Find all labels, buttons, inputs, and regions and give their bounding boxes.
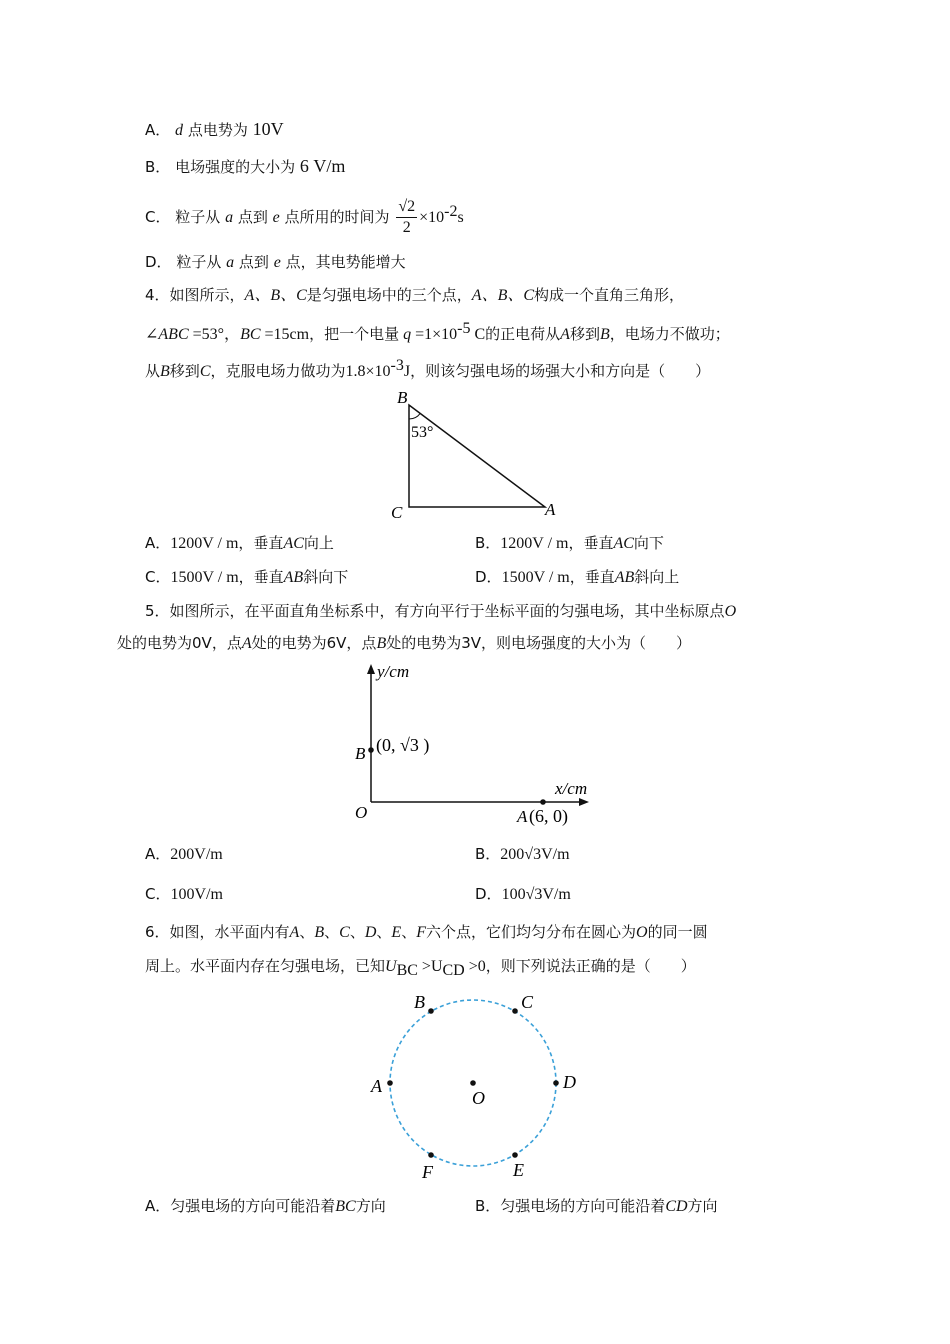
coord-b: (0, √3 ) — [376, 735, 430, 755]
option-label: D． — [475, 568, 502, 586]
text: 、 — [376, 923, 392, 941]
symbol: AB — [614, 569, 635, 586]
symbol: B — [314, 924, 325, 941]
x-axis-label: x/cm — [555, 779, 588, 798]
label-b: B — [414, 992, 425, 1012]
option-text: 粒子从 — [175, 208, 221, 226]
text: 6．如图，水平面内有 — [145, 923, 290, 941]
triangle-figure — [385, 385, 565, 525]
option-text: 电场强度的大小为 — [175, 158, 296, 176]
q4-stem-line-3 — [145, 355, 710, 383]
label-a: A — [517, 807, 528, 826]
option-label: B． — [145, 158, 171, 176]
value: 10V — [252, 119, 284, 139]
option-text: 粒子从 — [176, 253, 222, 271]
label-f: F — [422, 1162, 433, 1182]
symbol: AC — [283, 535, 304, 552]
symbol: a — [225, 209, 234, 226]
value: 1500V / m — [501, 569, 570, 586]
unit: C — [470, 326, 486, 343]
option-text: 向上 — [303, 534, 334, 552]
label-c: C — [391, 503, 403, 522]
angle-arc — [409, 413, 420, 419]
exponent: -3 — [390, 357, 404, 374]
option-text: 点所用的时间为 — [284, 208, 390, 226]
symbol: U — [385, 958, 397, 975]
text: 的同一圆 — [647, 923, 708, 941]
text: 处的电势为 — [117, 634, 193, 652]
symbol: ∠ABC — [145, 326, 189, 343]
option-label: A． — [145, 845, 171, 863]
subscript: BC — [396, 962, 418, 979]
text: 处的电势为 — [386, 634, 462, 652]
option-text: 斜向下 — [303, 568, 349, 586]
option-text: 点到 — [237, 208, 268, 226]
q5-option-a — [145, 843, 223, 866]
value: =53°， — [188, 326, 241, 343]
symbol: F — [416, 924, 426, 941]
option-label: A． — [145, 121, 171, 139]
q6-stem-line-1 — [145, 921, 708, 944]
symbol: A — [241, 635, 252, 652]
symbol: A — [560, 326, 570, 343]
option-text: ，垂直 — [568, 534, 614, 552]
q4-option-c — [145, 566, 348, 589]
text: ，电场力不做功； — [609, 325, 730, 343]
label-d: D — [563, 1072, 576, 1092]
fraction-numerator: √2 — [396, 197, 417, 218]
q6-option-b — [475, 1195, 718, 1218]
option-label: B． — [475, 534, 501, 552]
option-text: 匀强电场的方向可能沿着 — [170, 1197, 336, 1215]
q5-option-d — [475, 883, 571, 906]
q3-option-d — [145, 251, 406, 274]
q3-option-c — [145, 190, 464, 240]
symbol: AC — [613, 535, 634, 552]
value: 200√3V/m — [500, 846, 570, 863]
value: 1.8×10 — [345, 363, 391, 380]
text: 六个点，它们均匀分布在圆心为 — [425, 923, 636, 941]
y-arrow-icon — [367, 664, 375, 674]
unit: s — [457, 209, 464, 226]
option-label: A． — [145, 534, 171, 552]
point-d — [553, 1080, 559, 1086]
text: 、 — [324, 923, 340, 941]
symbol: d — [175, 122, 184, 139]
text: 、 — [299, 923, 315, 941]
symbol: q — [403, 326, 412, 343]
option-text: 点到 — [238, 253, 269, 271]
text: 构成一个直角三角形， — [534, 286, 685, 304]
value: 6 V/m — [299, 156, 346, 176]
label-o: O — [472, 1088, 485, 1108]
value: =1×10 — [411, 326, 458, 343]
symbol: O — [636, 924, 648, 941]
text: 从 — [145, 362, 161, 380]
option-label: D． — [145, 253, 172, 271]
option-label: B． — [475, 1197, 501, 1215]
y-axis-label: y/cm — [377, 662, 410, 681]
text: 的正电荷从 — [485, 325, 561, 343]
value: 100√3V/m — [501, 886, 571, 903]
symbol: e — [272, 209, 280, 226]
label-a: A — [545, 500, 556, 519]
label-c: C — [521, 992, 534, 1012]
q4-stem-line-1 — [145, 284, 684, 307]
label-b: B — [355, 744, 366, 763]
coordinate-figure — [345, 658, 605, 828]
point-f — [428, 1152, 434, 1158]
center-o — [470, 1080, 476, 1086]
label-a: A — [371, 1076, 382, 1096]
value: >U — [417, 958, 443, 975]
x-arrow-icon — [579, 798, 589, 806]
q5-stem-line-2 — [117, 632, 691, 655]
symbol: E — [391, 924, 402, 941]
symbol: B — [160, 363, 170, 380]
angle-label: 53° — [411, 424, 434, 441]
subscript: CD — [442, 962, 465, 979]
value: ×10 — [419, 209, 445, 226]
exponent: -2 — [444, 203, 458, 220]
option-text: 点，其电势能增大 — [285, 253, 406, 271]
circle-figure — [360, 988, 600, 1188]
text: 移到 — [569, 325, 600, 343]
value: 1200V / m — [500, 535, 569, 552]
q4-option-d — [475, 566, 679, 589]
text: ，则该匀强电场的场强大小和方向是（ ） — [410, 362, 711, 380]
symbol: B — [376, 635, 387, 652]
symbol: D — [364, 924, 377, 941]
text: 周上。水平面内存在匀强电场，已知 — [145, 957, 386, 975]
symbol: A — [289, 924, 300, 941]
point-b — [368, 747, 374, 753]
option-text: ，垂直 — [238, 534, 284, 552]
point-e — [512, 1152, 518, 1158]
value: 200V/m — [170, 846, 223, 863]
q5-option-c — [145, 883, 223, 906]
option-text: 点电势为 — [187, 121, 248, 139]
text: 处的电势为 — [251, 634, 327, 652]
symbol: e — [273, 254, 281, 271]
q4-option-a — [145, 532, 334, 555]
q6-option-a — [145, 1195, 386, 1218]
text: 、 — [401, 923, 417, 941]
point-c — [512, 1008, 518, 1014]
symbol: A、B、C — [471, 287, 535, 304]
text: ，把一个电量 — [309, 325, 400, 343]
origin-label: O — [355, 803, 368, 822]
symbol: A、B、C — [244, 287, 307, 304]
triangle-abc — [409, 405, 545, 507]
option-label: A． — [145, 1197, 171, 1215]
text: 4．如图所示， — [145, 286, 245, 304]
value: =15cm — [260, 326, 310, 343]
text: ，则下列说法正确的是（ ） — [485, 957, 696, 975]
option-text: ，垂直 — [238, 568, 284, 586]
text: 3V，则电场强度的大小为（ ） — [461, 634, 692, 652]
symbol: a — [226, 254, 235, 271]
option-label: C． — [145, 208, 171, 226]
exponent: -5 — [457, 320, 471, 337]
point-b — [428, 1008, 434, 1014]
option-text: 方向 — [355, 1197, 386, 1215]
option-text: ，垂直 — [569, 568, 615, 586]
text: 5．如图所示，在平面直角坐标系中，有方向平行于坐标平面的匀强电场，其中坐标原点 — [145, 602, 725, 620]
option-text: 斜向上 — [634, 568, 680, 586]
text: ，克服电场力做功为 — [210, 362, 346, 380]
option-label: C． — [145, 885, 171, 903]
option-text: 向下 — [633, 534, 664, 552]
value: 1200V / m — [170, 535, 239, 552]
fraction — [396, 197, 417, 238]
q3-option-b — [145, 155, 345, 178]
label-b: B — [397, 388, 408, 407]
text: 移到 — [169, 362, 200, 380]
label-e: E — [513, 1160, 524, 1180]
value: 1500V / m — [170, 569, 239, 586]
q5-stem-line-1 — [145, 600, 736, 623]
coord-a: (6, 0) — [529, 806, 568, 826]
symbol: C — [339, 924, 350, 941]
text: 0V，点 — [192, 634, 242, 652]
q6-stem-line-2 — [145, 955, 696, 982]
q3-option-a — [145, 118, 284, 142]
value: >0 — [464, 958, 486, 975]
point-a — [540, 799, 546, 805]
option-label: C． — [145, 568, 171, 586]
q5-option-b — [475, 843, 570, 866]
fraction-denominator: 2 — [402, 219, 411, 236]
option-text: 匀强电场的方向可能沿着 — [500, 1197, 666, 1215]
symbol: AB — [283, 569, 304, 586]
text: 6V，点 — [326, 634, 377, 652]
unit: J — [403, 363, 411, 380]
symbol: B — [599, 326, 610, 343]
symbol: O — [724, 603, 737, 620]
text: 、 — [349, 923, 365, 941]
q4-stem-line-2 — [145, 318, 730, 346]
value: 100V/m — [170, 886, 223, 903]
option-label: B． — [475, 845, 501, 863]
text: 是匀强电场中的三个点， — [306, 286, 472, 304]
q4-option-b — [475, 532, 664, 555]
symbol: CD — [665, 1198, 688, 1215]
point-a — [387, 1080, 393, 1086]
option-label: D． — [475, 885, 502, 903]
symbol: C — [199, 363, 211, 380]
symbol: BC — [335, 1198, 356, 1215]
symbol: BC — [240, 326, 261, 343]
option-text: 方向 — [687, 1197, 718, 1215]
